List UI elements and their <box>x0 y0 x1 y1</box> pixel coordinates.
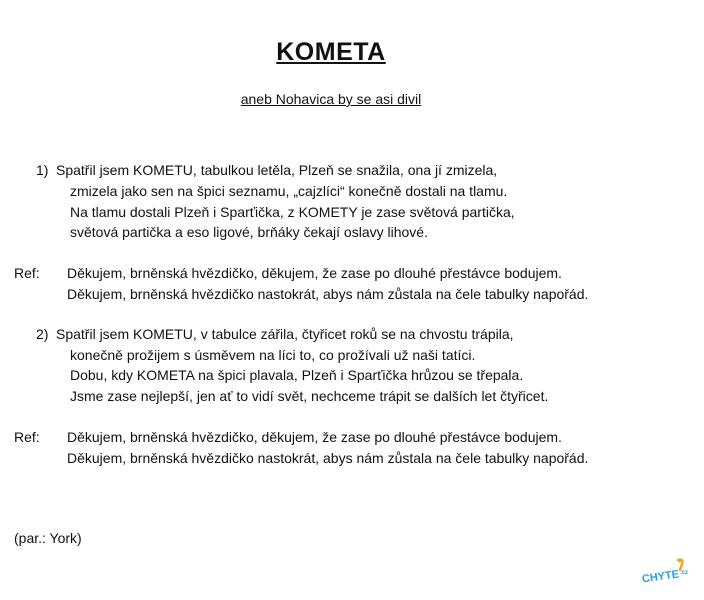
verse-2-line-4: Jsme zase nejlepší, jen ať to vidí svět, nechceme trápit se dalších let čtyřicet. <box>70 388 549 404</box>
page-subtitle: aneb Nohavica by se asi divil <box>240 91 422 107</box>
verse-1-line-3: Na tlamu dostali Plzeň i Sparťička, z KOMETY je zase světová partička, <box>70 204 515 220</box>
verse-2-line-2: konečně prožijem s úsměvem na líci to, co prožívali už naši tatíci. <box>70 347 476 363</box>
refrain-1-label: Ref: <box>14 265 40 281</box>
verse-1-number: 1) <box>36 162 49 178</box>
attribution: (par.: York) <box>14 530 82 546</box>
verse-2-number: 2) <box>36 326 49 342</box>
chytej-logo-icon <box>640 558 696 588</box>
logo-suffix: .cz <box>680 570 689 576</box>
logo-text: CHYTE <box>641 568 680 586</box>
verse-1-line-2: zmizela jako sen na špici seznamu, „cajzlíci“ konečně dostali na tlamu. <box>70 183 508 199</box>
verse-2-line-1: Spatřil jsem KOMETU, v tabulce zářila, čtyřicet roků se na chvostu trápila, <box>56 326 514 342</box>
refrain-2-label: Ref: <box>14 429 40 445</box>
refrain-2-line-2: Děkujem, brněnská hvězdičko nastokrát, abys nám zůstala na čele tabulky napořád. <box>67 450 589 466</box>
refrain-2-line-1: Děkujem, brněnská hvězdičko, děkujem, že zase po dlouhé přestávce bodujem. <box>67 429 562 445</box>
refrain-1-line-1: Děkujem, brněnská hvězdičko, děkujem, že zase po dlouhé přestávce bodujem. <box>67 265 562 281</box>
refrain-1-line-2: Děkujem, brněnská hvězdičko nastokrát, abys nám zůstala na čele tabulky napořád. <box>67 286 589 302</box>
page-title: KOMETA <box>276 38 386 66</box>
verse-2-line-3: Dobu, kdy KOMETA na špici plavala, Plzeň i Sparťička hrůzou se třepala. <box>70 367 524 383</box>
verse-1-line-4: světová partička a eso ligové, brňáky čekají oslavy lihové. <box>70 224 428 240</box>
verse-1-line-1: Spatřil jsem KOMETU, tabulkou letěla, Plzeň se snažila, ona jí zmizela, <box>56 162 498 178</box>
